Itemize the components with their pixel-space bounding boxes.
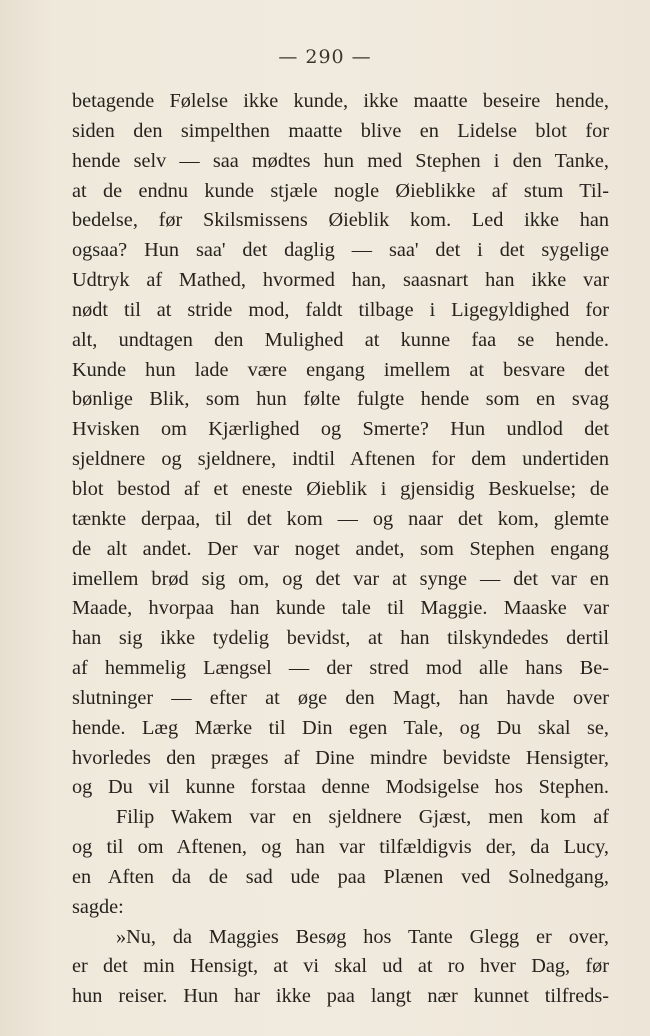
text-line: »Nu, da Maggies Besøg hos Tante Glegg er over, — [116, 925, 609, 948]
text-line: slutninger — efter at øge den Magt, han havde over — [72, 686, 609, 709]
text-line: Udtryk af Mathed, hvormed han, saasnart han ikke var — [72, 269, 609, 292]
text-line: og Du vil kunne forstaa denne Modsigelse hos Stephen. — [72, 776, 609, 799]
text-line: tænkte derpaa, til det kom — og naar det kom, glemte — [72, 507, 609, 530]
text-line: er det min Hensigt, at vi skal ud at ro hver Dag, før — [72, 955, 609, 978]
text-line: af hemmelig Længsel — der stred mod alle hans Be- — [72, 657, 609, 680]
text-line: hende. Læg Mærke til Din egen Tale, og Du skal se, — [72, 716, 609, 739]
text-line: nødt til at stride mod, faldt tilbage i Ligegyldighed for — [72, 298, 609, 321]
text-line: bønlige Blik, som hun følte fulgte hende som en svag — [72, 388, 609, 411]
text-line: siden den simpelthen maatte blive en Lidelse blot for — [72, 119, 609, 142]
text-line: de alt andet. Der var noget andet, som Stephen engang — [72, 537, 609, 560]
text-line: imellem brød sig om, og det var at synge — det var en — [72, 567, 609, 590]
text-line: og til om Aftenen, og han var tilfældigvis der, da Lucy, — [72, 836, 609, 859]
text-line: sjeldnere og sjeldnere, indtil Aftenen for dem undertiden — [72, 448, 609, 471]
text-line: blot bestod af et eneste Øieblik i gjensidig Beskuelse; de — [72, 477, 609, 500]
text-line: Kunde hun lade være engang imellem at besvare det — [72, 358, 609, 381]
text-line: alt, undtagen den Mulighed at kunne faa se hende. — [72, 328, 609, 351]
text-line: en Aften da de sad ude paa Plænen ved Solnedgang, — [72, 865, 609, 888]
text-line: hvorledes den præges af Dine mindre bevidste Hensigter, — [72, 746, 609, 769]
text-line: at de endnu kunde stjæle nogle Øieblikke af stum Til- — [72, 179, 609, 202]
text-line: bedelse, før Skilsmissens Øieblik kom. Led ikke han — [72, 209, 609, 232]
text-line: Hvisken om Kjærlighed og Smerte? Hun undlod det — [72, 418, 609, 441]
text-line: hende selv — saa mødtes hun med Stephen i den Tanke, — [72, 149, 609, 172]
text-line: betagende Følelse ikke kunde, ikke maatte beseire hende, — [72, 90, 609, 112]
text-line: hun reiser. Hun har ikke paa langt nær kunnet tilfreds- — [72, 985, 609, 1008]
body-text — [72, 87, 609, 1012]
text-line: sagde: — [72, 895, 124, 918]
text-line: ogsaa? Hun saa' det daglig — saa' det i det sygelige — [72, 239, 609, 262]
text-line: Maade, hvorpaa han kunde tale til Maggie. Maaske var — [72, 597, 609, 620]
text-line: Filip Wakem var en sjeldnere Gjæst, men kom af — [116, 806, 609, 829]
page-number: — 290 — — [278, 46, 372, 68]
text-line: han sig ikke tydelig bevidst, at han tilskyndedes dertil — [72, 627, 609, 650]
